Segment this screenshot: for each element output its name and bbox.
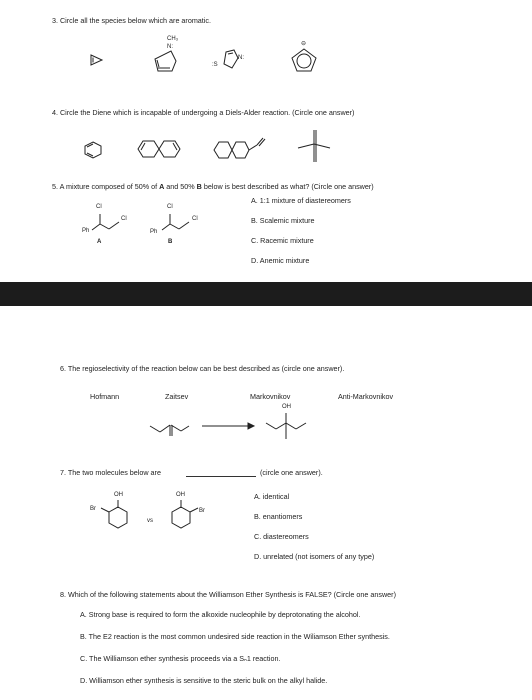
q5-question: 5. A mixture composed of 50% of A and 50% B below is best described as what? (Circle one answer) — [52, 182, 374, 191]
mol-b-cl-right: Cl — [192, 216, 198, 222]
q6-reaction-arrow — [202, 422, 254, 430]
q3-question: 3. Circle all the species below which are aromatic. — [52, 16, 211, 25]
mol-a-label: A — [97, 239, 102, 245]
q7-mol1-oh: OH — [114, 492, 123, 498]
thiazole-structure[interactable] — [220, 48, 240, 72]
q7-mol1-br: Br — [90, 506, 96, 512]
mol-b-cl-top: Cl — [167, 204, 173, 210]
mol-a-cl-top: Cl — [96, 204, 102, 210]
q7-mol2-br: Br — [199, 508, 205, 514]
anion-charge-label: ⊖ — [301, 41, 307, 47]
q7-vs-label: vs — [147, 518, 153, 524]
diene-1-cyclohexadiene[interactable] — [84, 141, 102, 159]
cyclopentadienyl-anion-structure[interactable] — [291, 48, 317, 72]
molecule-b-structure — [160, 212, 194, 234]
q5-option-c[interactable]: C. Racemic mixture — [251, 236, 314, 245]
s-label: :S — [212, 62, 218, 68]
n-pyrrole-label: N: — [167, 44, 173, 50]
q4-question: 4. Circle the Diene which is incapable of undergoing a Diels-Alder reaction. (Circle one answer) — [52, 108, 355, 117]
mol-a-ph: Ph — [82, 228, 90, 234]
diene-3-bicyclic-exocyclic[interactable] — [210, 136, 270, 160]
worksheet-page-1 — [0, 0, 532, 282]
q5-option-b[interactable]: B. Scalemic mixture — [251, 216, 315, 225]
mol-b-label: B — [168, 239, 173, 245]
q6-reactant-alkene — [148, 418, 190, 438]
q7-molecule-1 — [99, 499, 133, 535]
q6-choice-anti-markovnikov[interactable]: Anti-Markovnikov — [338, 392, 394, 401]
q7-after-blank: (circle one answer). — [260, 468, 323, 477]
q6-oh-label: OH — [282, 404, 291, 410]
mol-a-cl-right: Cl — [121, 216, 127, 222]
q6-choice-markovnikov[interactable]: Markovnikov — [250, 392, 291, 401]
diene-4-acyclic[interactable] — [296, 130, 334, 164]
q6-product-alcohol — [264, 411, 308, 441]
q7-option-b[interactable]: B. enantiomers — [254, 512, 303, 521]
q8-option-a[interactable]: A. Strong base is required to form the alkoxide nucleophile by deprotonating the alcohol. — [80, 610, 361, 619]
q7-option-d[interactable]: D. unrelated (not isomers of any type) — [254, 552, 375, 561]
q8-option-b[interactable]: B. The E2 reaction is the most common undesired side reaction in the Wiliamson Ether synthesis. — [80, 632, 390, 641]
q7-option-c[interactable]: C. diastereomers — [254, 532, 309, 541]
q7-molecule-2 — [164, 499, 200, 535]
q7-option-a[interactable]: A. identical — [254, 492, 290, 501]
q6-question: 6. The regioselectivity of the reaction below can be best described as (circle one answer). — [60, 364, 345, 373]
q6-choice-zaitsev[interactable]: Zaitsev — [165, 392, 189, 401]
q5-option-a[interactable]: A. 1:1 mixture of diastereomers — [251, 196, 351, 205]
q8-option-d[interactable]: D. Williamson ether synthesis is sensitive to the steric bulk on the alkyl halide. — [80, 676, 328, 685]
n-methylpyrrole-structure[interactable] — [150, 50, 178, 74]
q5-option-d[interactable]: D. Anemic mixture — [251, 256, 310, 265]
ch3-label: CH₃ — [167, 36, 179, 42]
n-thiazole-label: N: — [238, 55, 244, 61]
q8-question: 8. Which of the following statements about the Williamson Ether Synthesis is FALSE? (Circle one answer) — [60, 590, 396, 599]
worksheet-page-2 — [0, 306, 532, 700]
molecule-a-structure — [90, 212, 124, 234]
mol-b-ph: Ph — [150, 229, 158, 235]
q7-mol2-oh: OH — [176, 492, 185, 498]
q7-question: 7. The two molecules below are — [60, 468, 161, 477]
cyclopropene-structure[interactable] — [90, 54, 104, 66]
diene-2-bicyclic[interactable] — [135, 139, 183, 159]
q8-option-c[interactable]: C. The Williamson ether synthesis proceeds via a Sₙ1 reaction. — [80, 654, 281, 663]
q6-choice-hofmann[interactable]: Hofmann — [90, 392, 120, 401]
q7-answer-blank[interactable] — [186, 476, 256, 477]
